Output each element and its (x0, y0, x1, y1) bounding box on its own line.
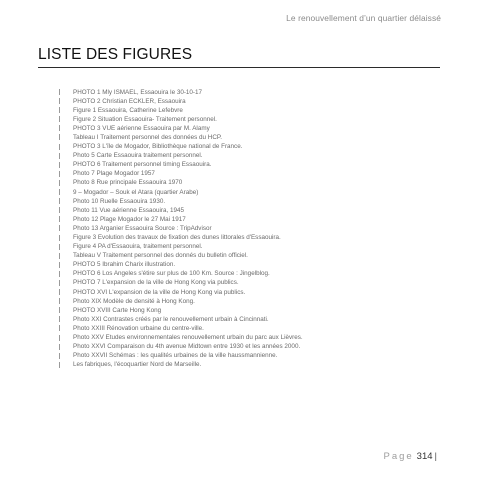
figure-entry-text: Tableau V Traitement personnel des donnés du bulletin officiel. (73, 252, 248, 260)
figure-entry-text: Photo XIX Modèle de densité à Hong Kong. (73, 297, 195, 305)
figure-entry (59, 342, 444, 351)
entry-marker (59, 271, 60, 277)
figure-entry-text: PHOTO 7 L'expansion de la ville de Hong Kong via publics. (73, 279, 239, 287)
figure-entry (59, 306, 444, 315)
figure-entry-text: Photo 7 Plage Mogador 1957 (73, 170, 155, 178)
entry-marker (59, 280, 60, 286)
entry-marker (59, 107, 60, 113)
figure-entry (59, 88, 444, 97)
figure-entry-text: Photo 12 Plage Mogador le 27 Mai 1917 (73, 215, 186, 223)
entry-marker (59, 89, 60, 95)
figure-entry-text: Photo XXVII Schémas : les qualités urbaines de la ville haussmannienne. (73, 352, 278, 360)
entry-marker (59, 134, 60, 140)
figure-entry (59, 269, 444, 278)
figure-entry-text: PHOTO XVIII Carte Hong Kong (73, 306, 162, 314)
figure-entry (59, 251, 444, 260)
figure-entry (59, 215, 444, 224)
figure-entry (59, 115, 444, 124)
entry-marker (59, 289, 60, 295)
entry-marker (59, 162, 60, 168)
entry-marker (59, 298, 60, 304)
page-number: 314 (416, 451, 433, 462)
figure-entry (59, 242, 444, 251)
figure-entry-text: Photo 8 Rue principale Essaouira 1970 (73, 179, 183, 187)
figure-entry (59, 360, 444, 369)
page-title: LISTE DES FIGURES (38, 46, 193, 63)
figure-entry-text: Photo XXIII Rénovation urbaine du centre-ville. (73, 324, 204, 332)
figure-entry-text: 9 – Mogador – Souk el Atara (quartier Arabe) (73, 188, 199, 196)
entry-marker (59, 225, 60, 231)
entry-marker (59, 207, 60, 213)
figure-entry-text: PHOTO 3 VUE aérienne Essaouira par M. Alamy (73, 124, 210, 132)
figure-entry (59, 97, 444, 106)
figure-entry (59, 188, 444, 197)
figure-entry (59, 197, 444, 206)
entry-marker (59, 253, 60, 259)
figure-entry (59, 124, 444, 133)
entry-marker (59, 235, 60, 241)
entry-marker (59, 198, 60, 204)
entry-marker (59, 353, 60, 359)
figure-entry (59, 224, 444, 233)
figure-entry-text: Photo XXVI Comparaison du 4th avenue Midtown entre 1930 et les années 2000. (73, 343, 301, 351)
figure-entry-text: PHOTO 6 Traitement personnel timing Essaouira. (73, 161, 212, 169)
figure-entry-text: Photo XXV Etudes environnementales renouvellement urbain du parc aux Lièvres. (73, 334, 303, 342)
entry-marker (59, 125, 60, 131)
entry-marker (59, 307, 60, 313)
entry-marker (59, 335, 60, 341)
figure-entry (59, 233, 444, 242)
figure-entry-text: PHOTO XVI L'expansion de la ville de Hong Kong via publics. (73, 288, 246, 296)
entry-marker (59, 262, 60, 268)
figure-entry-text: PHOTO 2 Christian ECKLER, Essaouira (73, 97, 186, 105)
figure-entry-text: PHOTO 3 L'île de Mogador, Bibliothèque national de France. (73, 143, 243, 151)
figure-entry (59, 351, 444, 360)
entry-marker (59, 180, 60, 186)
figure-entry (59, 160, 444, 169)
figure-entry-text: Photo XXI Contrastes créés par le renouvellement urbain à Cincinnati. (73, 315, 269, 323)
figure-entry (59, 315, 444, 324)
entry-marker (59, 244, 60, 250)
entry-marker (59, 153, 60, 159)
figure-entry-text: Tableau I Traitement personnel des données du HCP. (73, 133, 223, 141)
figure-entry (59, 178, 444, 187)
figure-entry-text: PHOTO 5 Ibrahim Charix illustration. (73, 261, 176, 269)
entry-marker (59, 325, 60, 331)
figure-entry (59, 133, 444, 142)
figure-entry-text: Photo 10 Ruelle Essaouira 1930. (73, 197, 166, 205)
figure-entry-text: Photo 13 Arganier Essaouira Source : TripAdvisor (73, 224, 212, 232)
entry-marker (59, 189, 60, 195)
entry-marker (59, 116, 60, 122)
page-footer (383, 451, 437, 462)
figure-entry-text: Photo 5 Carte Essaouira traitement personnel. (73, 152, 203, 160)
entry-marker (59, 216, 60, 222)
entry-marker (59, 144, 60, 150)
figure-entry-text: Photo 11 Vue aérienne Essaouira, 1945 (73, 206, 184, 214)
figure-entry-text: Figure 1 Essaouira, Catherine Lefebvre (73, 106, 183, 114)
figure-entry-text: Figure 4 PA d'Essaouira, traitement personnel. (73, 243, 203, 251)
figure-entry (59, 324, 444, 333)
figure-entry (59, 288, 444, 297)
figure-entry-text: PHOTO 6 Los Angeles s'étire sur plus de 100 Km. Source : Jingelblog. (73, 270, 270, 278)
entry-marker (59, 171, 60, 177)
figure-entry (59, 206, 444, 215)
figure-entry (59, 333, 444, 342)
figure-entry-text: Figure 2 Situation Essaouira- Traitement personnel. (73, 115, 217, 123)
figure-entry (59, 260, 444, 269)
heading-underline (38, 67, 440, 68)
entry-marker (59, 362, 60, 368)
figure-entry (59, 106, 444, 115)
figure-entry (59, 278, 444, 287)
heading-block (38, 46, 440, 68)
figure-entry-text: Figure 3 Evolution des travaux de fixation des dunes littorales d'Essaouira. (73, 234, 281, 241)
figure-entry (59, 142, 444, 151)
page-label: Page (383, 451, 414, 462)
figure-entry (59, 169, 444, 178)
running-header: Le renouvellement d’un quartier délaissé (286, 13, 441, 23)
entry-marker (59, 98, 60, 104)
list-of-figures (59, 88, 444, 370)
figure-entry (59, 297, 444, 306)
figure-entry-text: PHOTO 1 Mly ISMAEL, Essaouira le 30-10-17 (73, 88, 203, 96)
entry-marker (59, 344, 60, 350)
figure-entry-text: Les fabriques, l'écoquartier Nord de Marseille. (73, 361, 202, 369)
footer-separator: | (434, 451, 437, 462)
entry-marker (59, 316, 60, 322)
figure-entry (59, 151, 444, 160)
